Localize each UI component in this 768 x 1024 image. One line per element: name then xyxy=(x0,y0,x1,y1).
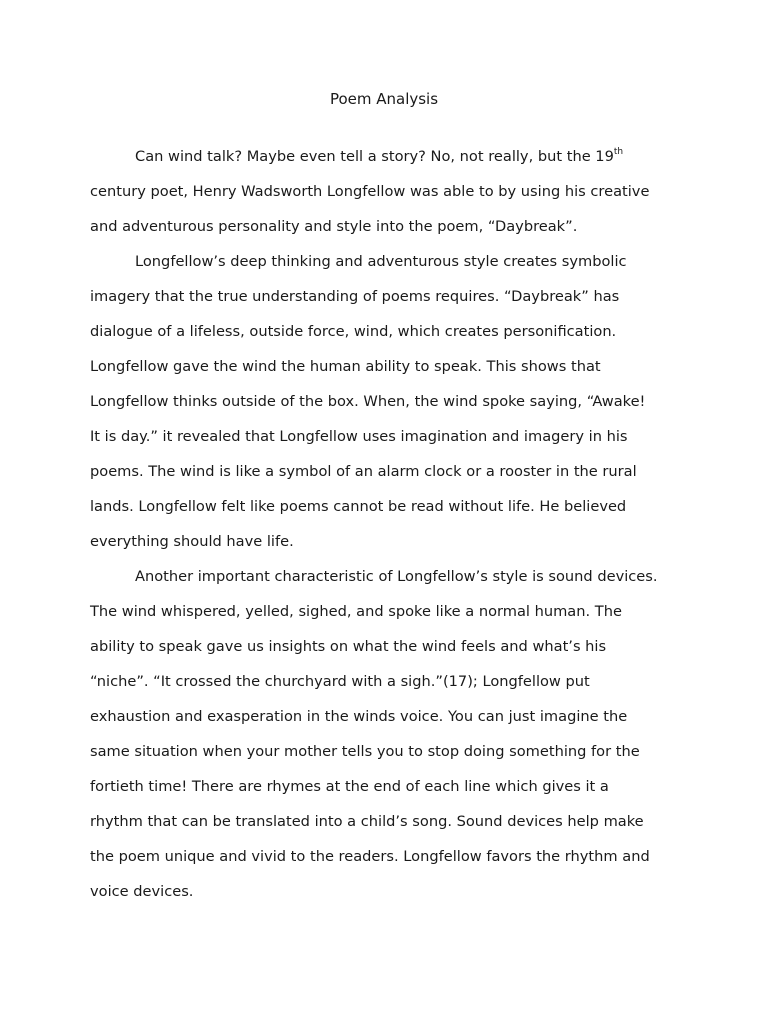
paragraph-line: “niche”. “It crossed the churchyard with a sigh.”(17); Longfellow put xyxy=(90,673,590,690)
paragraph-line: Longfellow gave the wind the human ability to speak. This shows that xyxy=(90,358,601,375)
paragraph-line: dialogue of a lifeless, outside force, wind, which creates personification. xyxy=(90,323,617,340)
line-text: Can wind talk? Maybe even tell a story? No, not really, but the 19 xyxy=(135,148,614,165)
superscript-text: th xyxy=(613,147,624,157)
paragraph-line: fortieth time! There are rhymes at the end of each line which gives it a xyxy=(90,778,609,795)
paragraph-line: The wind whispered, yelled, sighed, and spoke like a normal human. The xyxy=(90,603,622,620)
paragraph-line: poems. The wind is like a symbol of an alarm clock or a rooster in the rural xyxy=(90,463,637,480)
paragraph-line: and adventurous personality and style into the poem, “Daybreak”. xyxy=(90,218,578,235)
paragraph-line: the poem unique and vivid to the readers. Longfellow favors the rhythm and xyxy=(90,848,650,865)
document-body xyxy=(90,139,682,909)
paragraph-line xyxy=(90,139,682,174)
paragraph-line: ability to speak gave us insights on what the wind feels and what’s his xyxy=(90,638,607,655)
paragraph-line: Longfellow thinks outside of the box. When, the wind spoke saying, “Awake! xyxy=(90,393,646,410)
paragraph-line: same situation when your mother tells you to stop doing something for the xyxy=(90,743,640,760)
paragraph-line: Another important characteristic of Longfellow’s style is sound devices. xyxy=(135,568,658,585)
paragraph-1 xyxy=(90,139,682,244)
paragraph-line: rhythm that can be translated into a child’s song. Sound devices help make xyxy=(90,813,644,830)
paragraph-line: voice devices. xyxy=(90,883,194,900)
paragraph-line: exhaustion and exasperation in the winds voice. You can just imagine the xyxy=(90,708,628,725)
paragraph-line: It is day.” it revealed that Longfellow uses imagination and imagery in his xyxy=(90,428,628,445)
document-title: Poem Analysis xyxy=(329,90,439,108)
paragraph-line: lands. Longfellow felt like poems cannot be read without life. He believed xyxy=(90,498,627,515)
paragraph-2 xyxy=(90,244,682,559)
paragraph-line: everything should have life. xyxy=(90,533,294,550)
paragraph-line: imagery that the true understanding of poems requires. “Daybreak” has xyxy=(90,288,620,305)
paragraph-line: century poet, Henry Wadsworth Longfellow was able to by using his creative xyxy=(90,183,650,200)
paragraph-3 xyxy=(90,559,682,909)
paragraph-line: Longfellow’s deep thinking and adventurous style creates symbolic xyxy=(135,253,627,270)
